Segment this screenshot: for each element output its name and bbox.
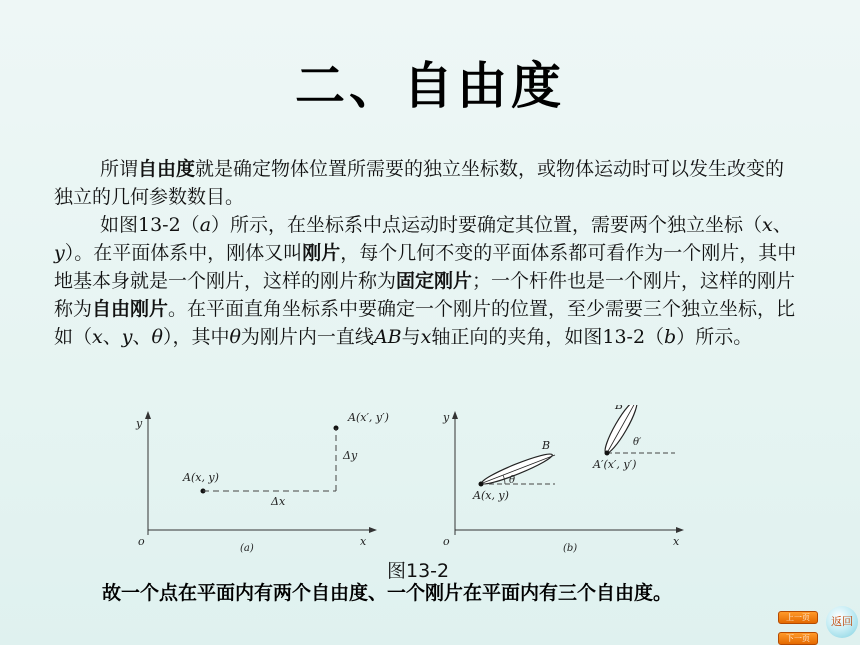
point-a bbox=[479, 482, 484, 487]
figure-caption: 图13-2 bbox=[387, 560, 450, 582]
theta-label: θ bbox=[509, 475, 516, 486]
rigid-body-ab-prime bbox=[601, 405, 641, 456]
figure-a bbox=[128, 405, 418, 559]
page-title: 二、自由度 bbox=[295, 57, 565, 115]
text: 轴正向的夹角，如图13-2（ bbox=[431, 326, 665, 348]
text: ）所示。 bbox=[676, 326, 753, 348]
subfigure-a-label: (a) bbox=[240, 543, 254, 554]
y-axis-label: y bbox=[136, 417, 143, 430]
y-axis-arrow bbox=[145, 411, 151, 419]
text: 如图13-2（ bbox=[100, 214, 200, 236]
x-axis-arrow bbox=[676, 527, 684, 533]
origin-label: o bbox=[443, 535, 450, 548]
y-axis-arrow bbox=[452, 411, 458, 419]
point-a-label: A(x, y) bbox=[473, 489, 509, 502]
x-axis-label: x bbox=[673, 535, 680, 548]
origin-label: o bbox=[138, 535, 145, 548]
next-page-button[interactable]: 下一页 bbox=[778, 632, 818, 645]
rigid-body-ab bbox=[480, 450, 554, 488]
italic-var: x bbox=[420, 326, 432, 348]
text: 所谓 bbox=[100, 158, 139, 180]
text: ）所示，在坐标系中点运动时要确定其位置，需要两个独立坐标（ bbox=[211, 214, 763, 236]
italic-var: a bbox=[199, 214, 212, 236]
figure-b bbox=[435, 405, 695, 559]
italic-var: x bbox=[762, 214, 773, 236]
keyword-free-rigid: 自由刚片 bbox=[92, 298, 169, 320]
italic-var: θ bbox=[151, 326, 163, 348]
keyword-dof: 自由度 bbox=[138, 158, 196, 180]
x-axis-label: x bbox=[360, 535, 367, 548]
text: ），其中 bbox=[162, 326, 230, 348]
point-a-label: A(x, y) bbox=[183, 471, 219, 484]
text: 就是确定物体位置所需要的独立坐标数，或物体运动时可以发生改变的独立的几何参数数目。 bbox=[54, 158, 785, 208]
italic-var: y bbox=[121, 326, 133, 348]
paragraph-explanation bbox=[54, 211, 799, 351]
conclusion-text: 故一个点在平面内有两个自由度、一个刚片在平面内有三个自由度。 bbox=[102, 582, 673, 604]
text: 、 bbox=[102, 326, 122, 348]
italic-var: x bbox=[92, 326, 103, 348]
italic-var: b bbox=[664, 326, 677, 348]
italic-var: θ bbox=[229, 326, 241, 348]
back-button[interactable]: 返回 bbox=[826, 606, 858, 638]
text: 、 bbox=[772, 214, 792, 236]
text: 。在平面直角坐标系中要确定一个刚片的位置，至少需要三个独立坐标，比如（ bbox=[54, 298, 796, 348]
dx-label: Δx bbox=[271, 495, 286, 508]
text: 为刚片内一直线 bbox=[240, 326, 374, 348]
keyword-fixed-rigid: 固定刚片 bbox=[396, 270, 473, 292]
figure-b-diagram bbox=[435, 405, 695, 555]
paragraph-definition bbox=[54, 155, 799, 211]
subfigure-b-label: (b) bbox=[563, 543, 578, 554]
prev-page-button[interactable]: 上一页 bbox=[778, 611, 818, 624]
point-b-prime-label: B′ bbox=[615, 405, 626, 412]
x-axis-arrow bbox=[369, 527, 377, 533]
keyword-rigid: 刚片 bbox=[302, 242, 341, 264]
text: 与 bbox=[401, 326, 421, 348]
point-a-prime bbox=[605, 451, 610, 456]
theta-prime-label: θ′ bbox=[633, 437, 642, 448]
text: ，每个几何不变的平面体系都可看作为一个刚片，其中地基本身就是一个刚片，这样的刚片称为 bbox=[54, 242, 797, 292]
italic-var: AB bbox=[373, 326, 402, 348]
point-a-prime-label: A′(x′, y′) bbox=[593, 458, 637, 471]
y-axis-label: y bbox=[443, 411, 450, 424]
dy-label: Δy bbox=[343, 449, 358, 462]
italic-var: y bbox=[54, 242, 65, 264]
figure-a-diagram bbox=[128, 405, 418, 555]
point-a-prime-label: A(x′, y′) bbox=[348, 411, 389, 424]
line-ab bbox=[480, 455, 555, 484]
text: 、 bbox=[132, 326, 152, 348]
point-b-label: B bbox=[542, 439, 551, 452]
text: ）。在平面体系中，刚体又叫 bbox=[64, 242, 303, 264]
text: ；一个杆件也是一个刚片，这样的刚片称为 bbox=[54, 270, 796, 320]
